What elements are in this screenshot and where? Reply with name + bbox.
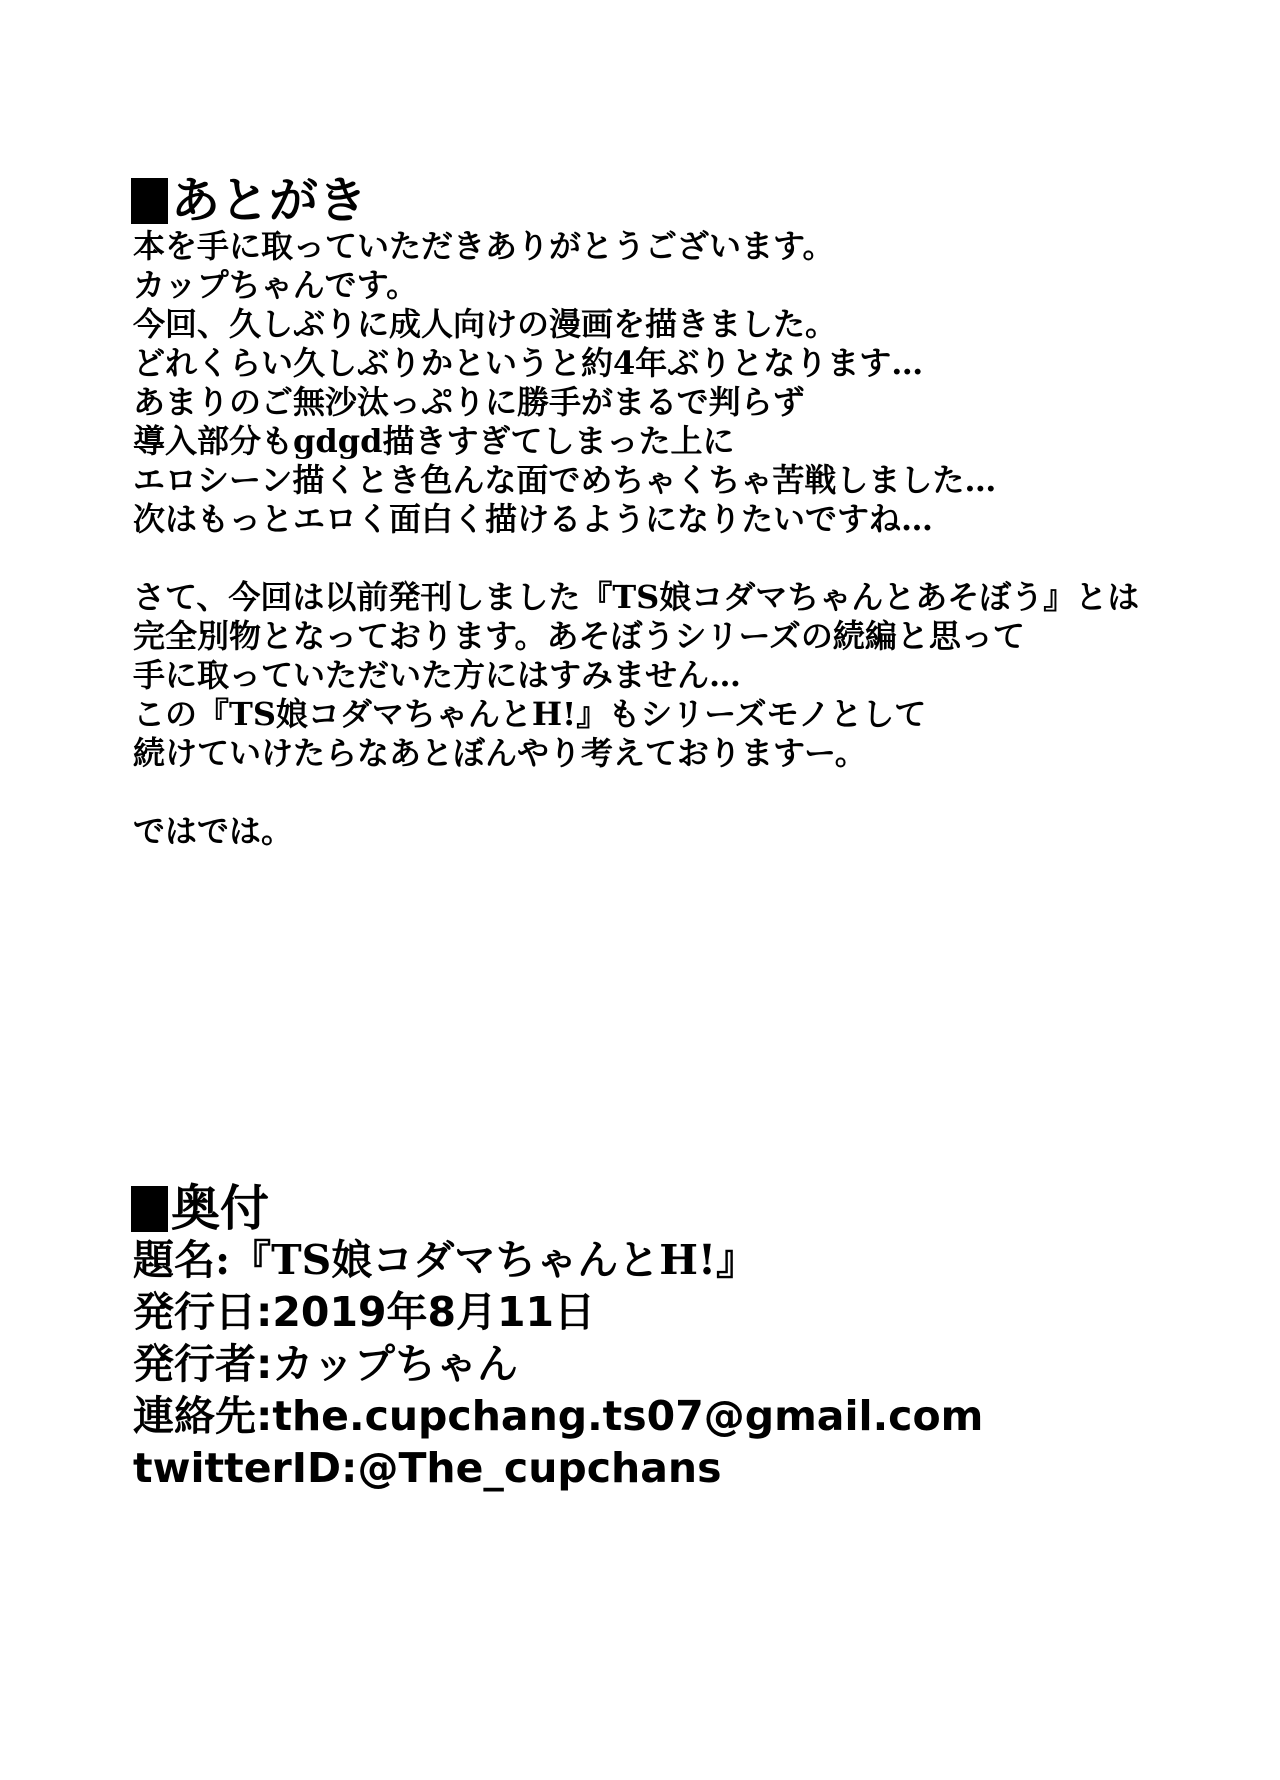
colophon-line-contact: 連絡先:the.cupchang.ts07@gmail.com (133, 1392, 984, 1440)
afterword-line: さて、今回は以前発刊しました『TS娘コダマちゃんとあそぼう』とは (133, 578, 1140, 616)
afterword-line: この『TS娘コダマちゃんとH!』もシリーズモノとして (133, 695, 927, 733)
afterword-line: 今回、久しぶりに成人向けの漫画を描きました。 (133, 305, 838, 343)
afterword-line: エロシーン描くとき色んな面でめちゃくちゃ苦戦しました… (133, 461, 997, 499)
afterword-paragraph (133, 812, 1139, 851)
afterword-line: カップちゃんです。 (133, 266, 419, 304)
afterword-line: ではでは。 (133, 812, 294, 850)
colophon-line-date: 発行日:2019年8月11日 (133, 1288, 596, 1336)
colophon-heading (131, 1180, 270, 1237)
afterword-paragraph (133, 227, 1139, 539)
colophon-title: 奥付 (171, 1180, 270, 1237)
afterword-line: 完全別物となっております。あそぼうシリーズの続編と思って (133, 617, 1025, 655)
afterword-line: 続けていけたらなあとぼんやり考えておりますー。 (133, 734, 867, 772)
afterword-line: 本を手に取っていただきありがとうございます。 (133, 227, 835, 265)
afterword-line: 手に取っていただいた方にはすみません… (133, 656, 742, 694)
afterword-line: 次はもっとエロく面白く描けるようになりたいですね… (133, 500, 934, 538)
afterword-line: あまりのご無沙汰っぷりに勝手がまるで判らず (133, 383, 805, 421)
colophon-line-publisher: 発行者:カップちゃん (133, 1340, 518, 1388)
colophon-line-twitter: twitterID:@The_cupchans (133, 1444, 722, 1492)
black-square-icon (131, 1186, 168, 1232)
afterword-body (133, 227, 1139, 851)
afterword-heading (131, 171, 368, 229)
afterword-paragraph (133, 578, 1139, 773)
colophon-body (133, 1234, 983, 1494)
black-square-icon (131, 178, 168, 224)
afterword-line: 導入部分もgdgd描きすぎてしまった上に (133, 422, 735, 460)
colophon-line-title: 題名:『TS娘コダマちゃんとH!』 (133, 1236, 757, 1284)
afterword-title: あとがき (171, 171, 368, 229)
afterword-line: どれくらい久しぶりかというと約4年ぶりとなります… (133, 344, 924, 382)
